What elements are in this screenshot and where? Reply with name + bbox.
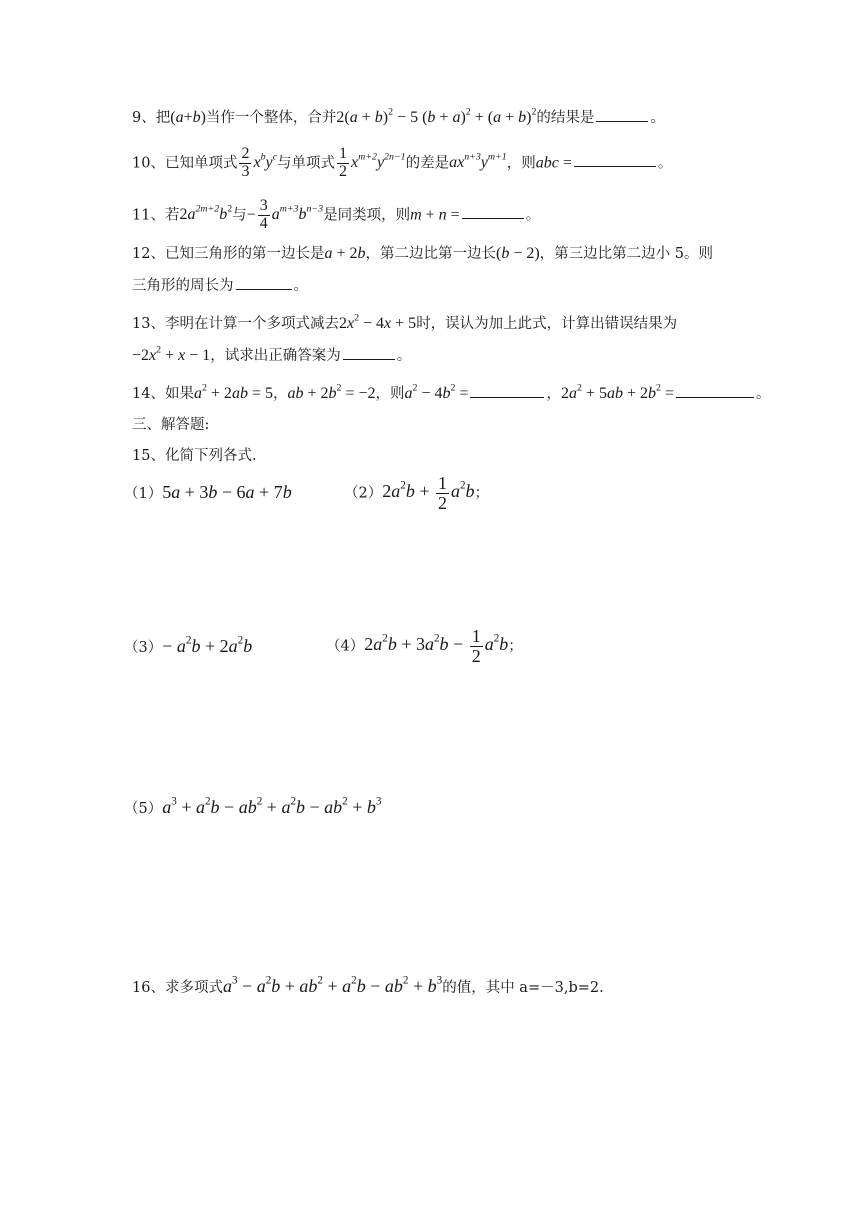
- answer-blank[interactable]: [470, 384, 544, 398]
- answer-blank[interactable]: [236, 276, 292, 290]
- question-10: 10、已知单项式 $\frac{2}{3}$ $x^by^c$与单项式 $\frac{1}{2}$ $x^{m+2}y^{2n-1}$的差是$ax^{n+3}y^{m+1}$，则abc = 。: [132, 145, 673, 180]
- question-11: 11、若$2a^{2m+2}b^2$与− $\frac{3}{4}$ $a^{m+3}b^{n-3}$是同类项，则m + n = 。: [132, 197, 541, 232]
- question-12-line-1: 12、已知三角形的第一边长是a + 2b，第二边比第一边长(b − 2)，第三边比第二边小 5。则: [132, 245, 714, 262]
- question-12-line-2: 三角形的周长为 。: [132, 278, 308, 294]
- question-15-1: （1）5a + 3b − 6a + 7b: [124, 482, 292, 502]
- answer-blank[interactable]: [676, 384, 754, 398]
- question-13-line-1: 13、李明在计算一个多项式减去$2x^2 - 4x + 5$时，误认为加上此式，计算出错误结果为: [132, 312, 678, 332]
- question-15-4: $(4)2a^2b + 3a^2b$ − $\frac{1}{2}$ $a^2b$；: [326, 626, 523, 666]
- question-14: 14、如果$a^2 + 2ab = 5$，ab + $2b^2 = -2$，则$a^2 - 4b^2$ = ，$2a^2 + 5ab + 2b^2$ = 。: [132, 382, 771, 402]
- answer-blank[interactable]: [343, 346, 395, 360]
- question-9: 9、把(a+b)当作一个整体，合并$2(a + b)^2 - 5$ $(b + a)^2 + (a + b)^2$的结果是 。: [132, 106, 665, 126]
- section-heading: 三、解答题:: [132, 417, 210, 433]
- question-15-2: $(2)2a^2b$ + $\frac{1}{2}$ $a^2b$；: [344, 473, 490, 513]
- answer-blank[interactable]: [462, 205, 524, 219]
- question-15-5: $(5)a^3 + a^2b - ab^2 + a^2b - ab^2 + b^3$: [124, 795, 382, 817]
- answer-blank[interactable]: [596, 108, 648, 122]
- question-15-3: $(3)- a^2b + 2a^2b$: [124, 634, 253, 656]
- question-13-line-2: $-2x^2 + x - 1$，试求出正确答案为 。: [132, 344, 412, 364]
- answer-blank[interactable]: [574, 153, 656, 167]
- question-15-title: 15、化简下列各式.: [132, 448, 257, 464]
- question-16: 16、求多项式$a^3 - a^2b + ab^2 + a^2b - ab^2 + b^3$的值，其中 a=－3,b=2.: [132, 974, 604, 996]
